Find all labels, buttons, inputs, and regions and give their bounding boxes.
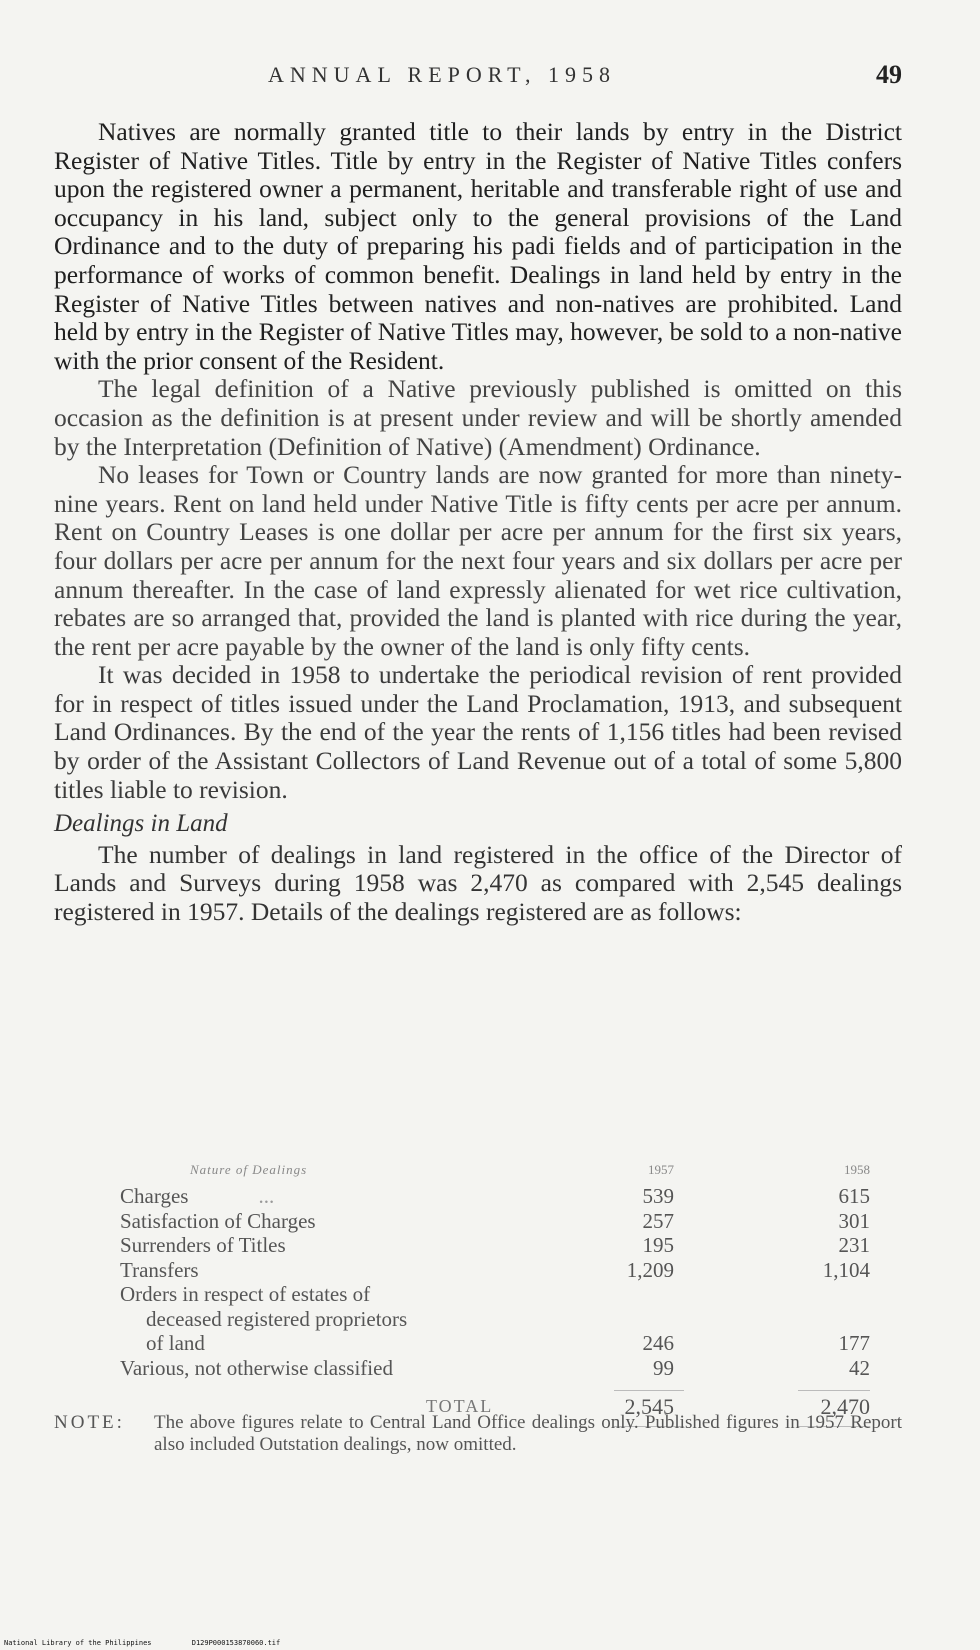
row-value-1957: 1,209: [626, 1257, 674, 1282]
row-value-1958: 42: [849, 1355, 870, 1380]
row-value-1958: 1,104: [822, 1257, 870, 1282]
row-value-1957: 99: [653, 1355, 674, 1380]
row-value-1957: 195: [642, 1233, 674, 1257]
total-value-1958: 2,470: [820, 1394, 870, 1419]
paragraph-dealings: The number of dealings in land registered in the office of the Director of Lands and Surveys during 1958 was 2,470 as compared with 2,545 dealings registered in 1957. Details of the dealings registered are as follows:: [54, 839, 902, 927]
body-text: [54, 118, 902, 927]
table-row: [54, 1356, 902, 1381]
row-value-1958: 231: [838, 1233, 870, 1257]
total-value-1957: 2,545: [624, 1394, 674, 1419]
row-label: Orders in respect of estates of: [120, 1282, 371, 1306]
row-value-1958: 301: [838, 1208, 870, 1233]
table-row: [54, 1331, 902, 1356]
row-value-1957: 539: [642, 1184, 674, 1208]
paragraph-native-definition: The legal definition of a Native previously published is omitted on this occasion as the definition is at present under review and will be shortly amended by the Interpretation (Definition of Native) (Amendment) Ordinance.: [54, 374, 902, 461]
row-value-1957: 257: [642, 1208, 674, 1233]
table-row: [54, 1233, 902, 1258]
running-title: ANNUAL REPORT, 1958: [268, 62, 616, 87]
total-rule-1957: [614, 1390, 684, 1391]
footer-library: National Library of the Philippines: [4, 1639, 152, 1647]
table-header: [54, 1158, 902, 1184]
footnote-text: The above figures relate to Central Land Office dealings only. Published figures in 1957 Report also included Outstation dealings, now omitted.: [154, 1412, 902, 1455]
table-row: [54, 1184, 902, 1209]
row-label: Surrenders of Titles: [120, 1233, 286, 1257]
total-label: TOTAL: [426, 1396, 494, 1416]
paragraph-leases-rent: No leases for Town or Country lands are now granted for more than ninety-nine years. Rent on land held under Native Title is fifty cents per acre per annum. Rent on Country Leases is one dollar per acre per annum for the first six years, four dollars per acre per annum for the next four years and six dollars per acre per annum thereafter. In the case of land expressly alienated for wet rice cultivation, rebates are so arranged that, provided the land is planted with rice during the year, the rent per acre payable by the owner of the land is only fifty cents.: [54, 460, 902, 661]
row-label: Charges ...: [120, 1184, 275, 1208]
table-header-1958: 1958: [844, 1162, 870, 1177]
scan-footer: [0, 1639, 980, 1647]
table-row: [54, 1307, 902, 1332]
document-page: [54, 0, 902, 1650]
table-header-1957: 1957: [648, 1162, 674, 1177]
page-number: 49: [876, 60, 902, 89]
row-label: Various, not otherwise classified: [120, 1355, 393, 1380]
row-value-1958: 615: [838, 1184, 870, 1208]
row-label: Satisfaction of Charges: [120, 1208, 316, 1233]
table-header-label: Nature of Dealings: [190, 1162, 308, 1177]
table-row: [54, 1282, 902, 1307]
footer-file: D129P000153870060.tif: [191, 1639, 281, 1647]
row-label-continued: deceased registered proprietors: [146, 1306, 408, 1331]
row-value-1958: 177: [838, 1331, 870, 1355]
row-label-continued: of land: [146, 1331, 205, 1355]
paragraph-native-titles: Natives are normally granted title to their lands by entry in the District Register of Native Titles. Title by entry in the Register of Native Titles confers upon the registered owner a permanent, heritable and transferable right of use and occupancy in his land, subject only to the general provisions of the Land Ordinance and to the duty of preparing his padi fields and of participation in the performance of works of common benefit. Dealings in land held by entry in the Register of Native Titles between natives and non-natives are prohibited. Land held by entry in the Register of Native Titles may, however, be sold to a non-native with the prior consent of the Resident.: [54, 117, 902, 375]
row-value-1957: 246: [642, 1331, 674, 1355]
paragraph-rent-revision: It was decided in 1958 to undertake the periodical revision of rent provided for in respect of titles issued under the Land Proclamation, 1913, and subsequent Land Ordinances. By the end of the year the rents of 1,156 titles had been revised by order of the Assistant Collectors of Land Revenue out of a total of some 5,800 titles liable to revision.: [54, 660, 902, 804]
row-label: Transfers: [120, 1257, 199, 1282]
table-row: [54, 1258, 902, 1283]
section-heading-dealings: Dealings in Land: [54, 810, 228, 838]
footnote-label: NOTE:: [54, 1412, 125, 1433]
running-head: [54, 60, 902, 96]
table-row: [54, 1209, 902, 1234]
total-rule-1958: [798, 1390, 870, 1391]
dealings-table: [54, 1158, 902, 1428]
